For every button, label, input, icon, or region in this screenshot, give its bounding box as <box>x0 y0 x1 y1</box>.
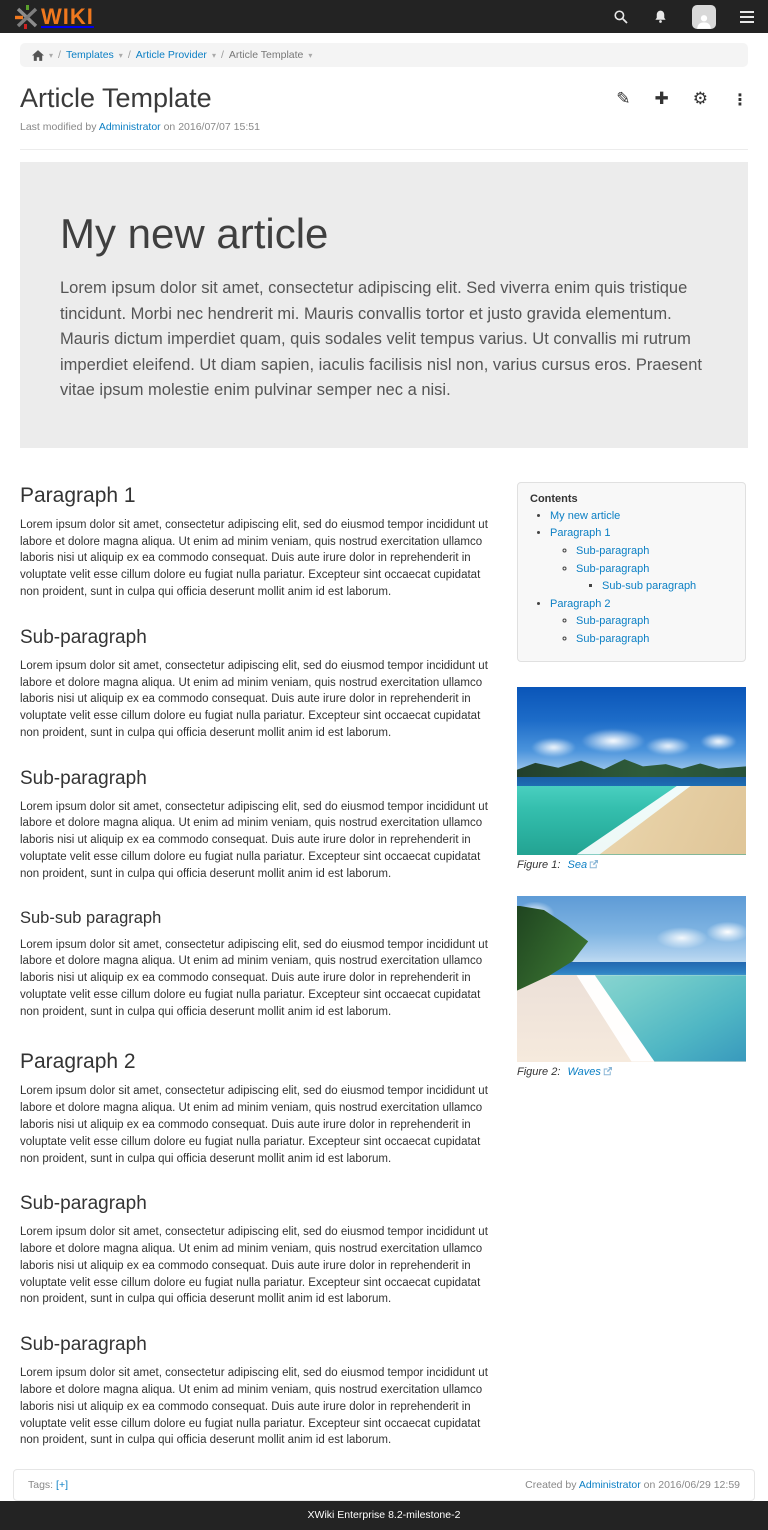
external-link-icon <box>603 1067 612 1076</box>
chevron-down-icon[interactable]: ▾ <box>308 50 313 60</box>
toc-title: Contents <box>530 492 578 505</box>
article-section <box>20 1193 500 1308</box>
created-prefix: Created by <box>525 1479 577 1492</box>
figure-caption <box>517 859 746 871</box>
breadcrumb <box>20 43 748 67</box>
article-section <box>20 484 500 601</box>
chevron-down-icon[interactable]: ▾ <box>49 50 54 60</box>
sea-photo[interactable] <box>517 687 746 855</box>
section-body: Lorem ipsum dolor sit amet, consectetur adipiscing elit, sed do eiusmod tempor incididunt ut labore et dolore magna aliqua. Ut enim ad minim veniam, quis nostrud exercitation ullamco laboris nisi ut aliquip ex ea commodo consequat. Duis aute irure dolor in reprehenderit in voluptate velit esse cillum dolore eu fugiat nulla pariatur. Excepteur sint occaecat cupidatat non proident, sunt in culpa qui officia deserunt mollit anim id est laborum. <box>20 518 488 598</box>
section-heading: Sub-paragraph <box>20 626 147 648</box>
top-navigation-bar <box>0 0 768 33</box>
page-title: Article Template <box>20 83 212 113</box>
modified-prefix: Last modified by <box>20 121 97 133</box>
main-columns <box>0 468 768 1449</box>
modified-user-link[interactable]: Administrator <box>98 121 161 133</box>
edit-pencil-icon[interactable]: ✎ <box>616 89 631 109</box>
avatar-image <box>692 5 716 29</box>
created-user-link[interactable]: Administrator <box>578 1479 641 1492</box>
figure-label: Figure 1: <box>517 858 561 871</box>
hero-title: My new article <box>60 210 329 257</box>
figure-caption <box>517 1066 746 1078</box>
sidebar <box>517 468 746 1078</box>
figure-sea <box>517 687 746 871</box>
created-line <box>525 1479 740 1491</box>
section-body: Lorem ipsum dolor sit amet, consectetur adipiscing elit, sed do eiusmod tempor incididunt ut labore et dolore magna aliqua. Ut enim ad minim veniam, quis nostrud exercitation ullamco laboris nisi ut aliquip ex ea commodo consequat. Duis aute irure dolor in reprehenderit in voluptate velit esse cillum dolore eu fugiat nulla pariatur. Excepteur sint occaecat cupidatat non proident, sunt in culpa qui officia deserunt mollit anim id est laborum. <box>20 1226 488 1306</box>
toc-link[interactable]: Paragraph 1 <box>550 527 611 540</box>
toc-link[interactable]: Paragraph 2 <box>550 597 611 610</box>
tags-area <box>28 1479 68 1491</box>
clouds <box>517 727 746 761</box>
document-footer <box>13 1469 755 1501</box>
section-heading: Paragraph 2 <box>20 1050 136 1074</box>
section-body: Lorem ipsum dolor sit amet, consectetur adipiscing elit, sed do eiusmod tempor incididunt ut labore et dolore magna aliqua. Ut enim ad minim veniam, quis nostrud exercitation ullamco laboris nisi ut aliquip ex ea commodo consequat. Duis aute irure dolor in reprehenderit in voluptate velit esse cillum dolore eu fugiat nulla pariatur. Excepteur sint occaecat cupidatat non proident, sunt in culpa qui officia deserunt mollit anim id est laborum. <box>20 659 488 739</box>
created-suffix: on 2016/06/29 12:59 <box>643 1479 740 1492</box>
toc-link[interactable]: Sub-paragraph <box>576 615 650 628</box>
more-actions-kebab-icon[interactable]: ⋮ <box>732 89 748 109</box>
section-body: Lorem ipsum dolor sit amet, consectetur adipiscing elit, sed do eiusmod tempor incididunt ut labore et dolore magna aliqua. Ut enim ad minim veniam, quis nostrud exercitation ullamco laboris nisi ut aliquip ex ea commodo consequat. Duis aute irure dolor in reprehenderit in voluptate velit esse cillum dolore eu fugiat nulla pariatur. Excepteur sint occaecat cupidatat non proident, sunt in culpa qui officia deserunt mollit anim id est laborum. <box>20 800 488 880</box>
breadcrumb-separator: / <box>127 49 131 61</box>
tags-label: Tags: <box>28 1479 54 1492</box>
breadcrumb-home-icon[interactable] <box>32 50 44 61</box>
figure-label: Figure 2: <box>517 1065 561 1078</box>
toc-link[interactable]: Sub-paragraph <box>576 632 650 645</box>
add-tag-button[interactable]: [+] <box>56 1479 68 1492</box>
create-plus-icon[interactable]: ✚ <box>654 89 669 109</box>
toc-link[interactable]: Sub-sub paragraph <box>602 580 697 593</box>
notifications-bell-icon[interactable] <box>653 9 668 25</box>
section-heading: Sub-paragraph <box>20 1193 147 1215</box>
figure-waves <box>517 896 746 1078</box>
settings-gear-icon[interactable]: ⚙ <box>692 89 708 109</box>
topbar-actions <box>613 5 754 29</box>
breadcrumb-item-current: Article Template <box>228 49 304 61</box>
page-header <box>0 67 768 133</box>
section-heading: Sub-paragraph <box>20 1334 147 1356</box>
toc-link[interactable]: My new article <box>550 509 621 522</box>
hamburger-icon <box>740 11 754 23</box>
section-heading: Sub-sub paragraph <box>20 908 162 927</box>
xwiki-logo-text: WIKI <box>41 3 94 29</box>
version-footer-bar <box>0 1501 768 1530</box>
chevron-down-icon[interactable]: ▾ <box>118 50 123 60</box>
section-body: Lorem ipsum dolor sit amet, consectetur adipiscing elit, sed do eiusmod tempor incididunt ut labore et dolore magna aliqua. Ut enim ad minim veniam, quis nostrud exercitation ullamco laboris nisi ut aliquip ex ea commodo consequat. Duis aute irure dolor in reprehenderit in voluptate velit esse cillum dolore eu fugiat nulla pariatur. Excepteur sint occaecat cupidatat non proident, sunt in culpa qui officia deserunt mollit anim id est laborum. <box>20 938 488 1018</box>
toc-link[interactable]: Sub-paragraph <box>576 562 650 575</box>
section-heading: Paragraph 1 <box>20 483 136 507</box>
breadcrumb-item-article-provider[interactable]: Article Provider <box>135 49 207 61</box>
hero-intro-text: Lorem ipsum dolor sit amet, consectetur adipiscing elit. Sed viverra enim quis tristique tincidunt. Morbi nec hendrerit mi. Mauris convallis tortor et justo gravida elementum. Mauris dictum imperdiet quam, quis sodales velit tempus varius. Ut convallis mi rutrum imperdiet eleifend. Ut diam sapien, iaculis facilisis nisl non, varius cursus eros. Praesent vitae ipsum molestie enim pulvinar semper nec a nisi. <box>60 279 702 400</box>
external-link-icon <box>589 860 598 869</box>
modified-suffix: on 2016/07/07 15:51 <box>163 121 260 133</box>
article-section <box>20 1050 500 1167</box>
section-body: Lorem ipsum dolor sit amet, consectetur adipiscing elit, sed do eiusmod tempor incididunt ut labore et dolore magna aliqua. Ut enim ad minim veniam, quis nostrud exercitation ullamco laboris nisi ut aliquip ex ea commodo consequat. Duis aute irure dolor in reprehenderit in voluptate velit esse cillum dolore eu fugiat nulla pariatur. Excepteur sint occaecat cupidatat non proident, sunt in culpa qui officia deserunt mollit anim id est laborum. <box>20 1085 488 1165</box>
xwiki-logo[interactable] <box>14 4 94 30</box>
xwiki-x-icon <box>14 4 40 30</box>
article-hero-panel <box>20 162 748 448</box>
toc-link[interactable]: Sub-paragraph <box>576 545 650 557</box>
last-modified-line <box>20 121 260 133</box>
breadcrumb-item-templates[interactable]: Templates <box>65 49 114 61</box>
drawer-menu-icon[interactable] <box>740 11 754 23</box>
chevron-down-icon[interactable]: ▾ <box>211 50 216 60</box>
search-icon[interactable] <box>613 9 629 25</box>
article-section <box>20 1334 500 1449</box>
figure-link[interactable]: Waves <box>567 1065 601 1078</box>
breadcrumb-separator: / <box>220 49 224 61</box>
article-section <box>20 627 500 742</box>
article-section <box>20 909 500 1021</box>
page-action-buttons <box>616 83 748 108</box>
article-content <box>20 468 500 1449</box>
user-avatar[interactable] <box>692 5 716 29</box>
section-body: Lorem ipsum dolor sit amet, consectetur adipiscing elit, sed do eiusmod tempor incididunt ut labore et dolore magna aliqua. Ut enim ad minim veniam, quis nostrud exercitation ullamco laboris nisi ut aliquip ex ea commodo consequat. Duis aute irure dolor in reprehenderit in voluptate velit esse cillum dolore eu fugiat nulla pariatur. Excepteur sint occaecat cupidatat non proident, sunt in culpa qui officia deserunt mollit anim id est laborum. <box>20 1367 488 1447</box>
version-text: XWiki Enterprise 8.2-milestone-2 <box>307 1509 461 1522</box>
page-title-block <box>20 83 260 133</box>
breadcrumb-separator: / <box>58 49 61 61</box>
figure-link[interactable]: Sea <box>567 858 588 871</box>
section-heading: Sub-paragraph <box>20 767 147 789</box>
article-section <box>20 768 500 883</box>
waves-photo[interactable] <box>517 896 746 1062</box>
table-of-contents-panel <box>517 482 746 662</box>
header-divider <box>20 149 748 150</box>
